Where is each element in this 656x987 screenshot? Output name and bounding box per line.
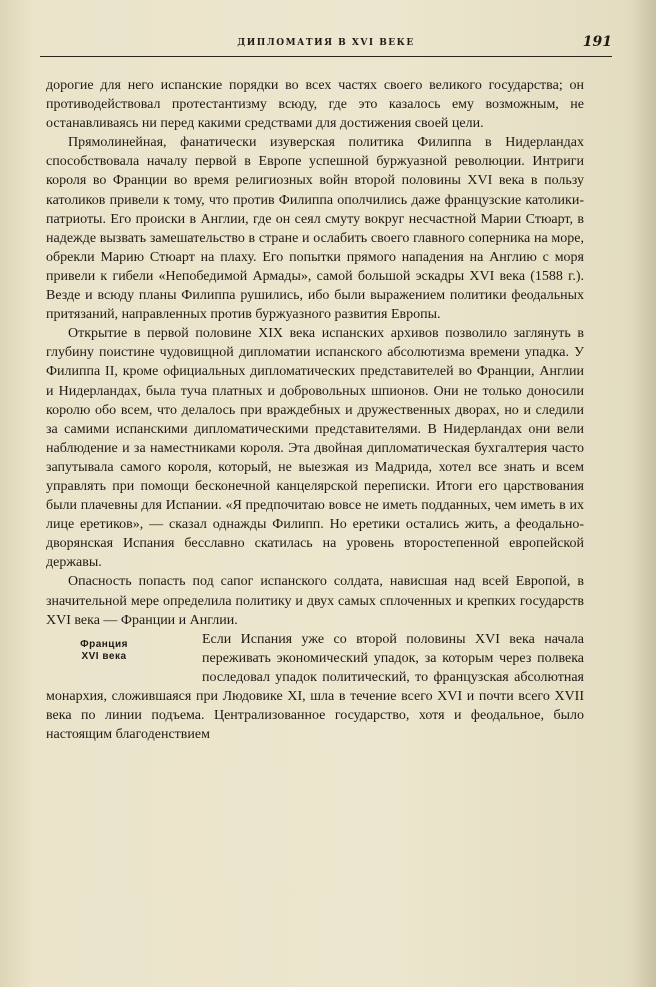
margin-note	[46, 639, 162, 679]
body-text	[46, 76, 584, 744]
page-edge-shadow	[632, 0, 656, 987]
margin-note-line: XVI века	[81, 650, 127, 662]
paragraph: дорогие для него испанские порядки во всех частях своего великого государства; он противодействовал протестантизму всюду, где это казалось ему возможным, не останавливаясь ни перед какими средствами для достижения своей цели.	[46, 78, 584, 132]
page-header	[40, 34, 612, 54]
paragraph: Опасность попасть под сапог испанского солдата, нависшая над всей Европой, в значительной мере определила политику и двух самых сплоченных и крепких государств XVI века — Франции и Англии.	[46, 574, 584, 628]
section-with-sidenote	[46, 630, 584, 745]
paragraph: Прямолинейная, фанатически изуверская политика Филиппа в Нидерландах способствовала началу первой в Европе успешной буржуазной революции. Интриги короля во Франции во время религиозных войн второй половины XVI века в пользу католиков привели к тому, что против Филиппа ополчились даже французские католики-патриоты. Его происки в Англии, где он сеял смуту вокруг несчастной Марии Стюарт, в надежде вызвать замешательство в стране и ослабить своего главного соперника на море, обрекли Марию Стюарт на плаху. Его попытки прямого нападения на Англию с моря привели к гибели «Непобедимой Армады», самой большой эскадры XVI века (1588 г.). Везде и всюду планы Филиппа рушились, ибо были выражением политики феодальных притязаний, направленных против буржуазного развития Европы.	[46, 135, 584, 323]
margin-note-line: Франция	[80, 638, 128, 650]
page-number: 191	[582, 34, 612, 50]
header-rule	[40, 56, 612, 57]
running-title: ДИПЛОМАТИЯ В XVI ВЕКЕ	[237, 38, 415, 48]
paragraph: Если Испания уже со второй половины XVI века начала переживать экономический упадок, за которым через полвека последовал упадок политический, то французская абсолютная монархия, сложившаяся при Людовике XI, шла в течение всего XVI и почти всего XVII века по линии подъема. Централизованное государство, хотя и феодальное, было настоящим благоденствием	[46, 631, 584, 743]
paragraph: Открытие в первой половине XIX века испанских архивов позволило заглянуть в глубину поистине чудовищной дипломатии испанского абсолютизма времени упадка. У Филиппа II, кроме официальных дипломатических представителей во Франции, Англии и Нидерландах, была туча платных и добровольных шпионов. Они не только доносили королю обо всем, что делалось при враждебных и дружественных дворах, но и следили за самими испанскими дипломатическими представителями. В Нидерландах они вели наблюдение и за наместниками короля. Эта двойная дипломатическая бухгалтерия часто запутывала самого короля, который, не выезжая из Мадрида, хотел все знать и всем управлять при помощи бесконечной канцелярской переписки. Итоги его царствования были плачевны для Испании. «Я предпочитаю вовсе не иметь подданных, чем иметь в их лице еретиков», — сказал однажды Филипп. Но еретики остались жить, а феодально-дворянская Испания бесславно скатилась на уровень второстепенной европейской державы.	[46, 326, 584, 571]
